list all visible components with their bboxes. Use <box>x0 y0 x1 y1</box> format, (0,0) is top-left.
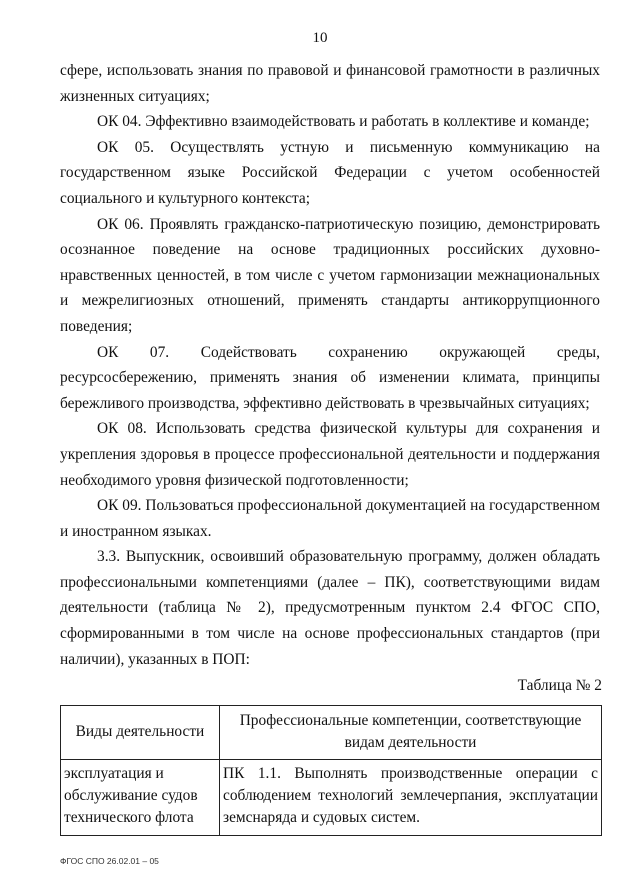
footer-document-code: ФГОС СПО 26.02.01 – 05 <box>60 856 159 866</box>
paragraph-ok-07: ОК 07. Содействовать сохранению окружающей среды, ресурсосбережению, применять знания об изменении климата, принципы бережливого производства, эффективно действовать в чрезвычайных ситуациях; <box>60 343 600 412</box>
competence-table <box>60 705 602 836</box>
column-header-competence: Профессиональные компетенции, соответствующие видам деятельности <box>220 706 602 760</box>
paragraph-ok-08: ОК 08. Использовать средства физической культуры для сохранения и укрепления здоровья в процессе профессиональной деятельности и поддержания необходимого уровня физической подготовленности; <box>60 420 600 489</box>
document-body <box>60 58 600 672</box>
column-header-activity: Виды деятельности <box>61 706 220 760</box>
page-number: 10 <box>312 30 328 46</box>
paragraph-ok-04: ОК 04. Эффективно взаимодействовать и работать в коллективе и команде; <box>97 113 590 131</box>
paragraph-ok-09: ОК 09. Пользоваться профессиональной документацией на государственном и иностранном языках. <box>60 497 600 540</box>
competence-cell: ПК 1.1. Выполнять производственные операции с соблюдением технологий землечерпания, эксплуатации земснаряда и судовых систем. <box>220 760 602 836</box>
paragraph-ok-05: ОК 05. Осуществлять устную и письменную коммуникацию на государственном языке Российской Федерации с учетом особенностей социального и культурного контекста; <box>60 138 600 207</box>
table-caption: Таблица № 2 <box>517 677 602 694</box>
paragraph: сфере, использовать знания по правовой и финансовой грамотности в различных жизненных ситуациях; <box>60 62 600 105</box>
table-header-row <box>61 706 602 760</box>
table-row <box>61 760 602 836</box>
paragraph-3-3: 3.3. Выпускник, освоивший образовательную программу, должен обладать профессиональными компетенциями (далее – ПК), соответствующими видам деятельности (таблица № 2), предусмотренным пунктом 2.4 ФГОС СПО, сформированными в том числе на основе профессиональных стандартов (при наличии), указанных в ПОП: <box>60 548 600 668</box>
activity-cell: эксплуатация и обслуживание судов технического флота <box>61 760 220 836</box>
paragraph-ok-06: ОК 06. Проявлять гражданско-патриотическую позицию, демонстрировать осознанное поведение на основе традиционных российских духовно-нравственных ценностей, в том числе с учетом гармонизации межнациональных и межрелигиозных отношений, применять стандарты антикоррупционного поведения; <box>60 215 600 335</box>
